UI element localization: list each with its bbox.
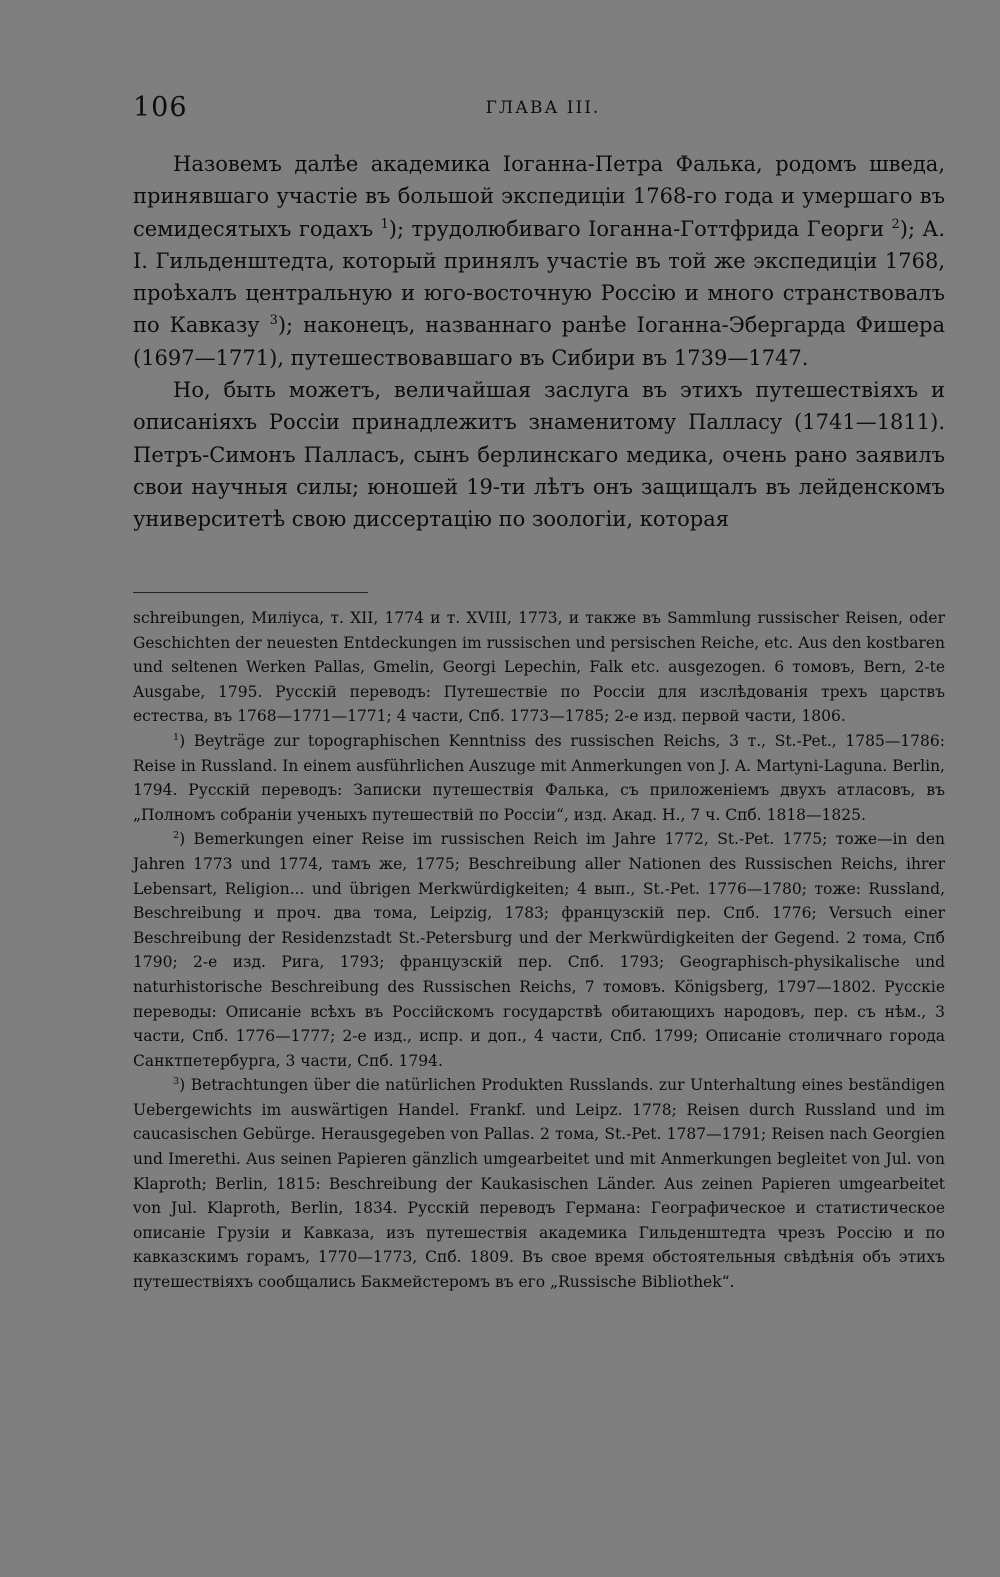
running-head: ГЛАВА III. bbox=[485, 98, 601, 118]
footnote-continuation bbox=[133, 606, 945, 729]
text-run: ); трудолюбиваго Іоганна-Готтфрида Георги bbox=[388, 216, 892, 241]
footnote-2 bbox=[133, 827, 945, 1073]
body-paragraph bbox=[133, 374, 945, 535]
text-run: ); наконецъ, названнаго ранѣе Іоганна-Эбергарда Фишера (1697—1771), путешествовавшаго въ Сибири въ 1739—1747. bbox=[133, 313, 946, 370]
text-run: Назовемъ далѣе академика Іоганна-Петра Фалька, родомъ шведа, принявшаго участіе въ большой экспедиціи 1768-го года и умершаго въ семидесятыхъ годахъ bbox=[133, 152, 945, 241]
footnote-ref: 1 bbox=[380, 216, 389, 232]
main-text bbox=[133, 148, 945, 536]
footnote-ref: 2 bbox=[173, 830, 180, 842]
footnote-ref: 3 bbox=[269, 313, 278, 329]
text-run: ) Beyträge zur topographischen Kenntniss des russischen Reichs, 3 т., St.-Pet., 1785—1786: Reise in Russland. In einem ausführlichen Auszuge mit Anmerkungen von J. A. Martyni-Laguna. Berlin, 1794. Русскій переводъ: Записки путешествія Фалька, съ приложеніемъ двухъ атласовъ, въ „Полномъ собраніи ученыхъ путешествій по Россіи“, изд. Акад. Н., 7 ч. Спб. 1818—1825. bbox=[133, 731, 945, 824]
body-paragraph bbox=[133, 148, 945, 374]
footnote-1 bbox=[133, 729, 945, 827]
page-number: 106 bbox=[133, 92, 188, 123]
footnote-ref: 2 bbox=[891, 216, 900, 232]
text-run: ) Bemerkungen einer Reise im russischen Reich im Jahre 1772, St.-Pet. 1775; тоже—in den Jahren 1773 und 1774, тамъ же, 1775; Beschreibung aller Nationen des Russischen Reichs, ihrer Lebensart, Religion... und übrigen Merkwürdigkeiten; 4 вып., St.-Pet. 1776—1780; тоже: Russland, Beschreibung и проч. два тома, Leipzig, 1783; французскій пер. Спб. 1776; Versuch einer Beschreibung der Residenzstadt St.-Petersburg und der Merkwürdigkeiten der Gegend. 2 тома, Спб 1790; 2-е изд. Рига, 1793; французскій пер. Спб. 1793; Geographisch-physikalische und naturhistorische Beschreibung des Russischen Reichs, 7 томовъ. Königsberg, 1797—1802. Русскіе переводы: Описаніе всѣхъ въ Россійскомъ государствѣ обитающихъ народовъ, пер. съ нѣм., 3 части, Спб. 1776—1777; 2-е изд., испр. и доп., 4 части, Спб. 1799; Описаніе столичнаго города Санктпетербурга, 3 части, Спб. 1794. bbox=[133, 830, 945, 1070]
footnote-3 bbox=[133, 1073, 945, 1294]
footnotes bbox=[133, 606, 945, 1295]
text-run: ) Betrachtungen über die natürlichen Produkten Russlands. zur Unterhaltung eines beständigen Uebergewichts im auswärtigen Handel. Frankf. und Leipz. 1778; Reisen durch Russland und im caucasischen Gebürge. Herausgegeben von Pallas. 2 тома, St.-Pet. 1787—1791; Reisen nach Georgien und Imerethi. Aus seinen Papieren gänzlich umgearbeitet und mit Anmerkungen begleitet von Jul. von Klaproth; Berlin, 1815: Beschreibung der Kaukasischen Länder. Aus zeinen Papieren umgearbeitet von Jul. Klaproth, Berlin, 1834. Русскій переводъ Германа: Географическое и статистическое описаніе Грузіи и Кавказа, изъ путешествія академика Гильденштедта чрезъ Россію и по кавказскимъ горамъ, 1770—1773, Спб. 1809. Въ свое время обстоятельныя свѣдѣнія объ этихъ путешествіяхъ сообщались Бакмейстеромъ въ его „Russische Bibliothek“. bbox=[133, 1076, 945, 1292]
text-run: schreibungen, Миліуса, т. XII, 1774 и т. XVIII, 1773, и также въ Sammlung russischer Reisen, oder Geschichten der neuesten Entdeckungen im russischen und persischen Reiche, etc. Aus den kostbaren und seltenen Werken Pallas, Gmelin, Georgi Lepechin, Falk etc. ausgezogen. 6 томовъ, Bern, 2-te Ausgabe, 1795. Русскій переводъ: Путешествіе по Россіи для изслѣдованія трехъ царствъ естества, въ 1768—1771—1771; 4 части, Спб. 1773—1785; 2-е изд. первой части, 1806. bbox=[133, 609, 945, 726]
text-run: Но, быть можетъ, величайшая заслуга въ этихъ путешествіяхъ и описаніяхъ Россіи принадлежитъ знаменитому Палласу (1741—1811). Петръ-Симонъ Палласъ, сынъ берлинскаго медика, очень рано заявилъ свои научныя силы; юношей 19-ти лѣтъ онъ защищалъ въ лейденскомъ университетѣ свою диссертацію по зоологіи, которая bbox=[133, 378, 945, 532]
footnote-ref: 3 bbox=[173, 1076, 180, 1088]
footnote-separator bbox=[133, 592, 368, 593]
footnote-ref: 1 bbox=[173, 731, 180, 743]
text-run: ); А. І. Гильденштедта, который принялъ участіе въ той же экспедиціи 1768, проѣхалъ центральную и юго-восточную Россію и много странствовалъ по Кавказу bbox=[133, 216, 946, 338]
page-header bbox=[133, 92, 953, 132]
